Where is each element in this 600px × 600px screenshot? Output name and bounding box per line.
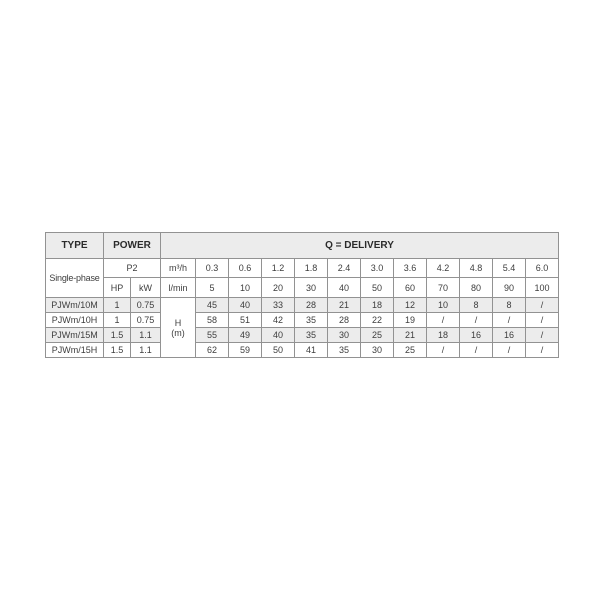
- flow-lmin-value: 10: [229, 278, 262, 298]
- head-value: /: [526, 343, 559, 358]
- flow-m3h-value: 4.2: [427, 259, 460, 278]
- kw-value-cell: 0.75: [131, 298, 161, 313]
- head-value: 18: [427, 328, 460, 343]
- header-row: [46, 233, 559, 259]
- flow-m3h-value: 0.3: [196, 259, 229, 278]
- kw-value-cell: 1.1: [131, 343, 161, 358]
- head-value: 42: [262, 313, 295, 328]
- col-header-type: TYPE: [46, 233, 104, 259]
- flow-m3h-value: 3.6: [394, 259, 427, 278]
- flow-m3h-value: 1.2: [262, 259, 295, 278]
- flow-m3h-value: 1.8: [295, 259, 328, 278]
- head-value: 8: [460, 298, 493, 313]
- unit-m3h-cell: m³/h: [161, 259, 196, 278]
- head-value: 16: [460, 328, 493, 343]
- flow-lmin-value: 60: [394, 278, 427, 298]
- flow-lmin-value: 30: [295, 278, 328, 298]
- col-header-power: POWER: [104, 233, 161, 259]
- head-value: 30: [361, 343, 394, 358]
- flow-lmin-value: 70: [427, 278, 460, 298]
- model-row: [46, 298, 559, 313]
- head-value: 21: [394, 328, 427, 343]
- head-value: 35: [295, 328, 328, 343]
- head-value: 49: [229, 328, 262, 343]
- flow-lmin-value: 20: [262, 278, 295, 298]
- hp-header-cell: HP: [104, 278, 131, 298]
- head-value: 12: [394, 298, 427, 313]
- model-row: [46, 343, 559, 358]
- head-value: 18: [361, 298, 394, 313]
- head-value: 51: [229, 313, 262, 328]
- head-value: /: [493, 343, 526, 358]
- head-value: 33: [262, 298, 295, 313]
- unit-lmin-cell: l/min: [161, 278, 196, 298]
- head-value: 16: [493, 328, 526, 343]
- pump-spec-table: [45, 232, 559, 358]
- kw-header-cell: kW: [131, 278, 161, 298]
- model-cell: PJWm/15H: [46, 343, 104, 358]
- head-value: 45: [196, 298, 229, 313]
- head-value: 35: [328, 343, 361, 358]
- head-value: 22: [361, 313, 394, 328]
- flow-lmin-value: 50: [361, 278, 394, 298]
- head-unit-cell: [161, 298, 196, 358]
- head-value: 25: [394, 343, 427, 358]
- head-value: 40: [262, 328, 295, 343]
- col-header-delivery: Q = DELIVERY: [161, 233, 559, 259]
- flow-lmin-value: 90: [493, 278, 526, 298]
- flow-lmin-value: 100: [526, 278, 559, 298]
- head-value: 55: [196, 328, 229, 343]
- flow-m3h-value: 6.0: [526, 259, 559, 278]
- head-value: /: [460, 313, 493, 328]
- head-value: 8: [493, 298, 526, 313]
- flow-m3h-value: 5.4: [493, 259, 526, 278]
- model-cell: PJWm/15M: [46, 328, 104, 343]
- kw-value-cell: 1.1: [131, 328, 161, 343]
- head-value: /: [526, 298, 559, 313]
- head-value: /: [526, 313, 559, 328]
- flow-m3h-value: 0.6: [229, 259, 262, 278]
- head-value: 28: [328, 313, 361, 328]
- hp-value-cell: 1: [104, 298, 131, 313]
- head-value: 35: [295, 313, 328, 328]
- hp-value-cell: 1: [104, 313, 131, 328]
- head-value: 59: [229, 343, 262, 358]
- flow-lmin-value: 5: [196, 278, 229, 298]
- head-value: 41: [295, 343, 328, 358]
- flow-m3h-row: [46, 259, 559, 278]
- head-value: 21: [328, 298, 361, 313]
- kw-value-cell: 0.75: [131, 313, 161, 328]
- head-value: /: [427, 343, 460, 358]
- head-value: 40: [229, 298, 262, 313]
- model-row: [46, 328, 559, 343]
- head-value: 58: [196, 313, 229, 328]
- head-value: /: [460, 343, 493, 358]
- flow-m3h-value: 4.8: [460, 259, 493, 278]
- head-value: /: [526, 328, 559, 343]
- head-value: 50: [262, 343, 295, 358]
- hp-value-cell: 1.5: [104, 343, 131, 358]
- head-value: 19: [394, 313, 427, 328]
- head-value: 28: [295, 298, 328, 313]
- flow-lmin-value: 80: [460, 278, 493, 298]
- head-value: /: [493, 313, 526, 328]
- p2-cell: P2: [104, 259, 161, 278]
- phase-cell: Single-phase: [46, 259, 104, 298]
- flow-m3h-value: 3.0: [361, 259, 394, 278]
- head-value: 62: [196, 343, 229, 358]
- model-row: [46, 313, 559, 328]
- head-unit-meters: (m): [171, 327, 185, 338]
- head-value: /: [427, 313, 460, 328]
- head-value: 10: [427, 298, 460, 313]
- flow-lmin-value: 40: [328, 278, 361, 298]
- model-cell: PJWm/10H: [46, 313, 104, 328]
- head-value: 30: [328, 328, 361, 343]
- flow-lmin-row: [46, 278, 559, 298]
- flow-m3h-value: 2.4: [328, 259, 361, 278]
- head-value: 25: [361, 328, 394, 343]
- model-cell: PJWm/10M: [46, 298, 104, 313]
- head-unit-symbol: H: [174, 317, 182, 328]
- hp-value-cell: 1.5: [104, 328, 131, 343]
